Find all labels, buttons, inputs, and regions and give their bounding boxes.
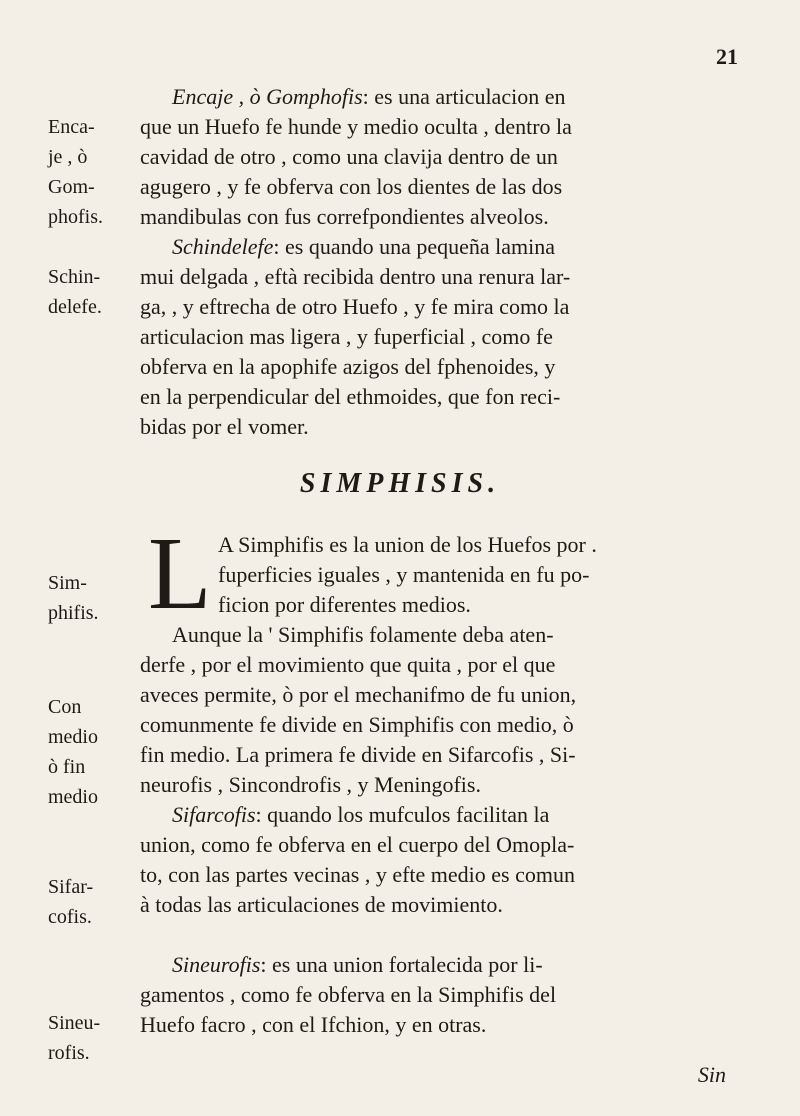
margin-note-line: Con xyxy=(48,696,82,718)
text-line: cavidad de otro , como una clavija dentro de un xyxy=(140,144,558,169)
paragraph-sineurofis xyxy=(140,950,750,1040)
term-sifarcofis: Sifarcofis xyxy=(172,802,256,827)
paragraph-schindelefe xyxy=(140,232,750,442)
margin-note-line: Schin- xyxy=(48,266,101,288)
catchword: Sin xyxy=(697,1062,726,1087)
paragraph-division xyxy=(140,620,750,800)
text-line: obferva en la apophife azigos del fphenoides, y xyxy=(140,354,556,379)
text-line: Huefo facro , con el Ifchion, y en otras. xyxy=(140,1012,487,1037)
text-line xyxy=(140,950,750,980)
margin-note-encaje xyxy=(48,112,128,232)
text-line: articulacion mas ligera , y fuperficial , como fe xyxy=(140,324,553,349)
term-sineurofis: Sineurofis xyxy=(172,952,261,977)
text-line xyxy=(140,800,750,830)
margin-note-line: rofis. xyxy=(48,1042,90,1064)
text-line: fin medio. La primera fe divide en Sifarcofis , Si- xyxy=(140,742,576,767)
section-title: SIMPHISIS. xyxy=(299,468,501,499)
page-number: 21 xyxy=(716,44,738,69)
text-line: à todas las articulaciones de movimiento. xyxy=(140,892,503,917)
line-text: : quando los mufculos facilitan la xyxy=(255,802,550,827)
margin-note-line: Gom- xyxy=(48,176,95,198)
margin-note-sifarcofis xyxy=(48,872,128,932)
line-text: : es una union fortalecida por li- xyxy=(260,952,543,977)
term-encaje: Encaje , ò Gomphofis xyxy=(172,84,363,109)
margin-note-line: medio xyxy=(48,726,98,748)
margin-note-con-medio xyxy=(48,692,128,812)
text-line: ficion por diferentes medios. xyxy=(218,592,471,617)
text-line: agugero , y fe obferva con los dientes de las dos xyxy=(140,174,563,199)
margin-note-line: phofis. xyxy=(48,206,103,228)
margin-note-schindelefe xyxy=(48,262,128,322)
margin-note-simphisis xyxy=(48,568,128,628)
text-line: mui delgada , eftà recibida dentro una renura lar- xyxy=(140,264,571,289)
line-text: : es una articulacion en xyxy=(362,84,566,109)
text-line: mandibulas con fus correfpondientes alveolos. xyxy=(140,204,549,229)
text-line: to, con las partes vecinas , y efte medio es comun xyxy=(140,862,575,887)
text-line: fuperficies iguales , y mantenida en fu po- xyxy=(218,562,590,587)
margin-note-line: medio xyxy=(48,786,98,808)
text-line: union, como fe obferva en el cuerpo del Omopla- xyxy=(140,832,575,857)
paragraph-simphisis-definition xyxy=(218,530,758,620)
margin-note-line: phifis. xyxy=(48,602,99,624)
margin-note-sineurofis xyxy=(48,1008,128,1068)
margin-note-line: Sifar- xyxy=(48,876,94,898)
text-line: en la perpendicular del ethmoides, que fon reci- xyxy=(140,384,561,409)
text-line: neurofis , Sincondrofis , y Meningofis. xyxy=(140,772,481,797)
term-schindelefe: Schindelefe xyxy=(172,234,274,259)
line-text: : es quando una pequeña lamina xyxy=(273,234,556,259)
text-line: que un Huefo fe hunde y medio oculta , dentro la xyxy=(140,114,572,139)
text-line: gamentos , como fe obferva en la Simphifis del xyxy=(140,982,557,1007)
margin-note-line: cofis. xyxy=(48,906,92,928)
text-line: bidas por el vomer. xyxy=(140,414,309,439)
text-line: aveces permite, ò por el mechanifmo de fu union, xyxy=(140,682,577,707)
drop-cap: L xyxy=(148,516,212,631)
paragraph-encaje xyxy=(140,82,750,232)
text-line: Aunque la ' Simphifis folamente deba aten- xyxy=(172,622,554,647)
margin-note-line: ò fin xyxy=(48,756,86,778)
text-line: derfe , por el movimiento que quita , por el que xyxy=(140,652,556,677)
margin-note-line: Sineu- xyxy=(48,1012,101,1034)
margin-note-line: delefe. xyxy=(48,296,102,318)
text-line xyxy=(140,82,750,112)
paragraph-sifarcofis xyxy=(140,800,750,920)
margin-note-line: je , ò xyxy=(48,146,88,168)
margin-note-line: Enca- xyxy=(48,116,95,138)
text-line xyxy=(140,232,750,262)
text-line: ga, , y eftrecha de otro Huefo , y fe mira como la xyxy=(140,294,570,319)
margin-note-line: Sim- xyxy=(48,572,87,594)
text-line: comunmente fe divide en Simphifis con medio, ò xyxy=(140,712,574,737)
text-line: A Simphifis es la union de los Huefos por . xyxy=(218,532,597,557)
